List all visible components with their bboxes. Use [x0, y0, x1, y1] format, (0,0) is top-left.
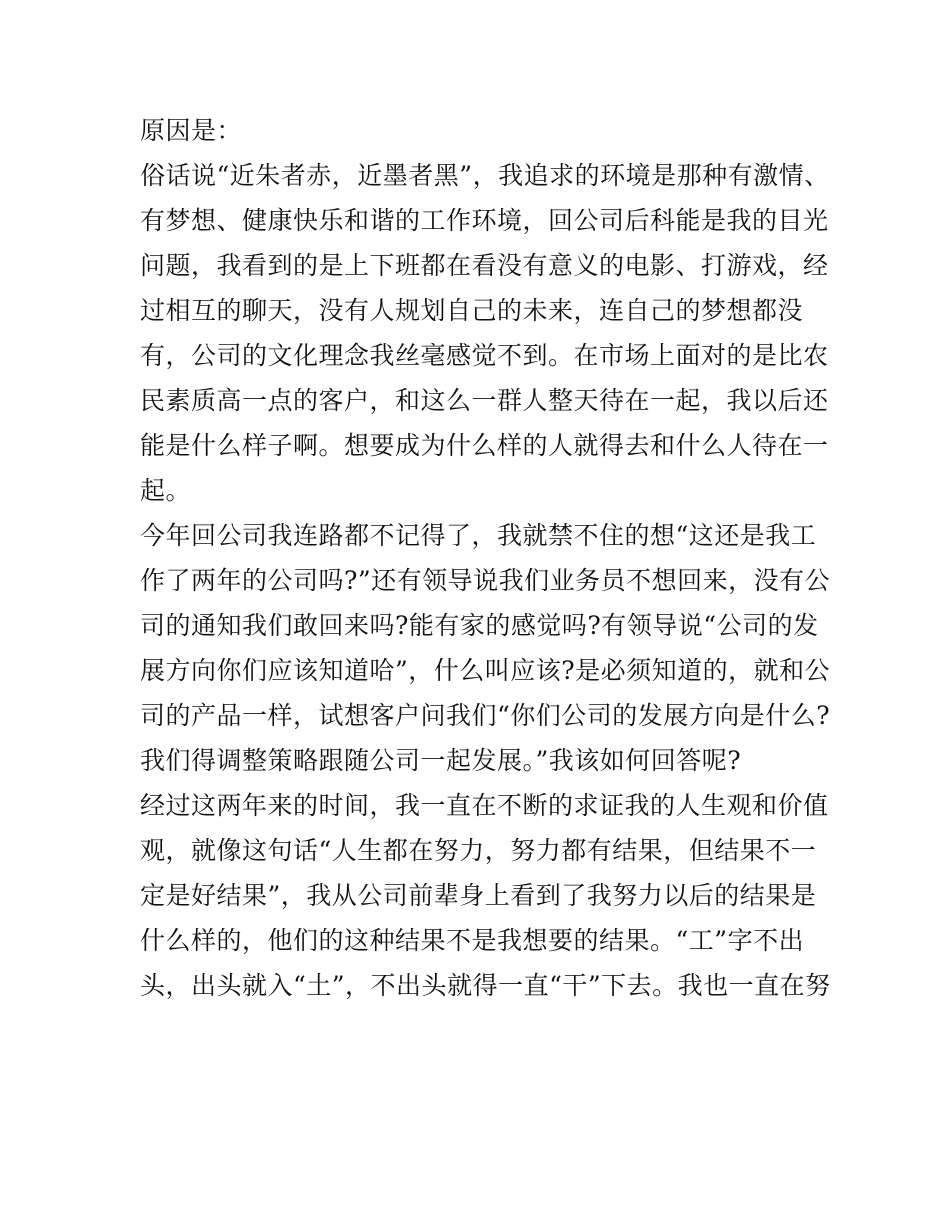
- text-line: 问题，我看到的是上下班都在看没有意义的电影、打游戏，经: [140, 251, 829, 280]
- text-line: 定是好结果”，我从公司前辈身上看到了我努力以后的结果是: [140, 881, 817, 910]
- text-line: 司的产品一样，试想客户问我们“你们公司的发展方向是什么?: [140, 701, 831, 730]
- text-line: 有梦想、健康快乐和谐的工作环境，回公司后科能是我的目光: [140, 206, 829, 235]
- text-line: 司的通知我们敢回来吗?能有家的感觉吗?有领导说“公司的发: [140, 611, 819, 640]
- text-line: 展方向你们应该知道哈”，什么叫应该?是必须知道的，就和公: [140, 656, 831, 685]
- body-text: [140, 108, 831, 1008]
- text-line: 民素质高一点的客户，和这么一群人整天待在一起，我以后还: [140, 386, 829, 415]
- text-line: 起。: [140, 476, 192, 505]
- text-line: 俗话说“近朱者赤，近墨者黑”，我追求的环境是那种有激情、: [140, 161, 830, 190]
- text-line: 过相互的聊天，没有人规划自己的未来，连自己的梦想都没: [140, 296, 804, 325]
- text-line: 作了两年的公司吗?”还有领导说我们业务员不想回来，没有公: [140, 566, 831, 595]
- text-line: 今年回公司我连路都不记得了，我就禁不住的想“这还是我工: [140, 521, 817, 550]
- text-line: 观，就像这句话“人生都在努力，努力都有结果，但结果不一: [140, 836, 817, 865]
- text-line: 有，公司的文化理念我丝毫感觉不到。在市场上面对的是比农: [140, 341, 829, 370]
- text-line: 原因是：: [140, 116, 243, 145]
- text-line: 我们得调整策略跟随公司一起发展。”我该如何回答呢?: [140, 746, 742, 775]
- text-line: 经过这两年来的时间，我一直在不断的求证我的人生观和价值: [140, 791, 829, 820]
- text-line: 什么样的，他们的这种结果不是我想要的结果。“工”字不出: [140, 926, 805, 955]
- text-line: 头，出头就入“土”，不出头就得一直“干”下去。我也一直在努: [140, 971, 831, 1000]
- text-line: 能是什么样子啊。想要成为什么样的人就得去和什么人待在一: [140, 431, 829, 460]
